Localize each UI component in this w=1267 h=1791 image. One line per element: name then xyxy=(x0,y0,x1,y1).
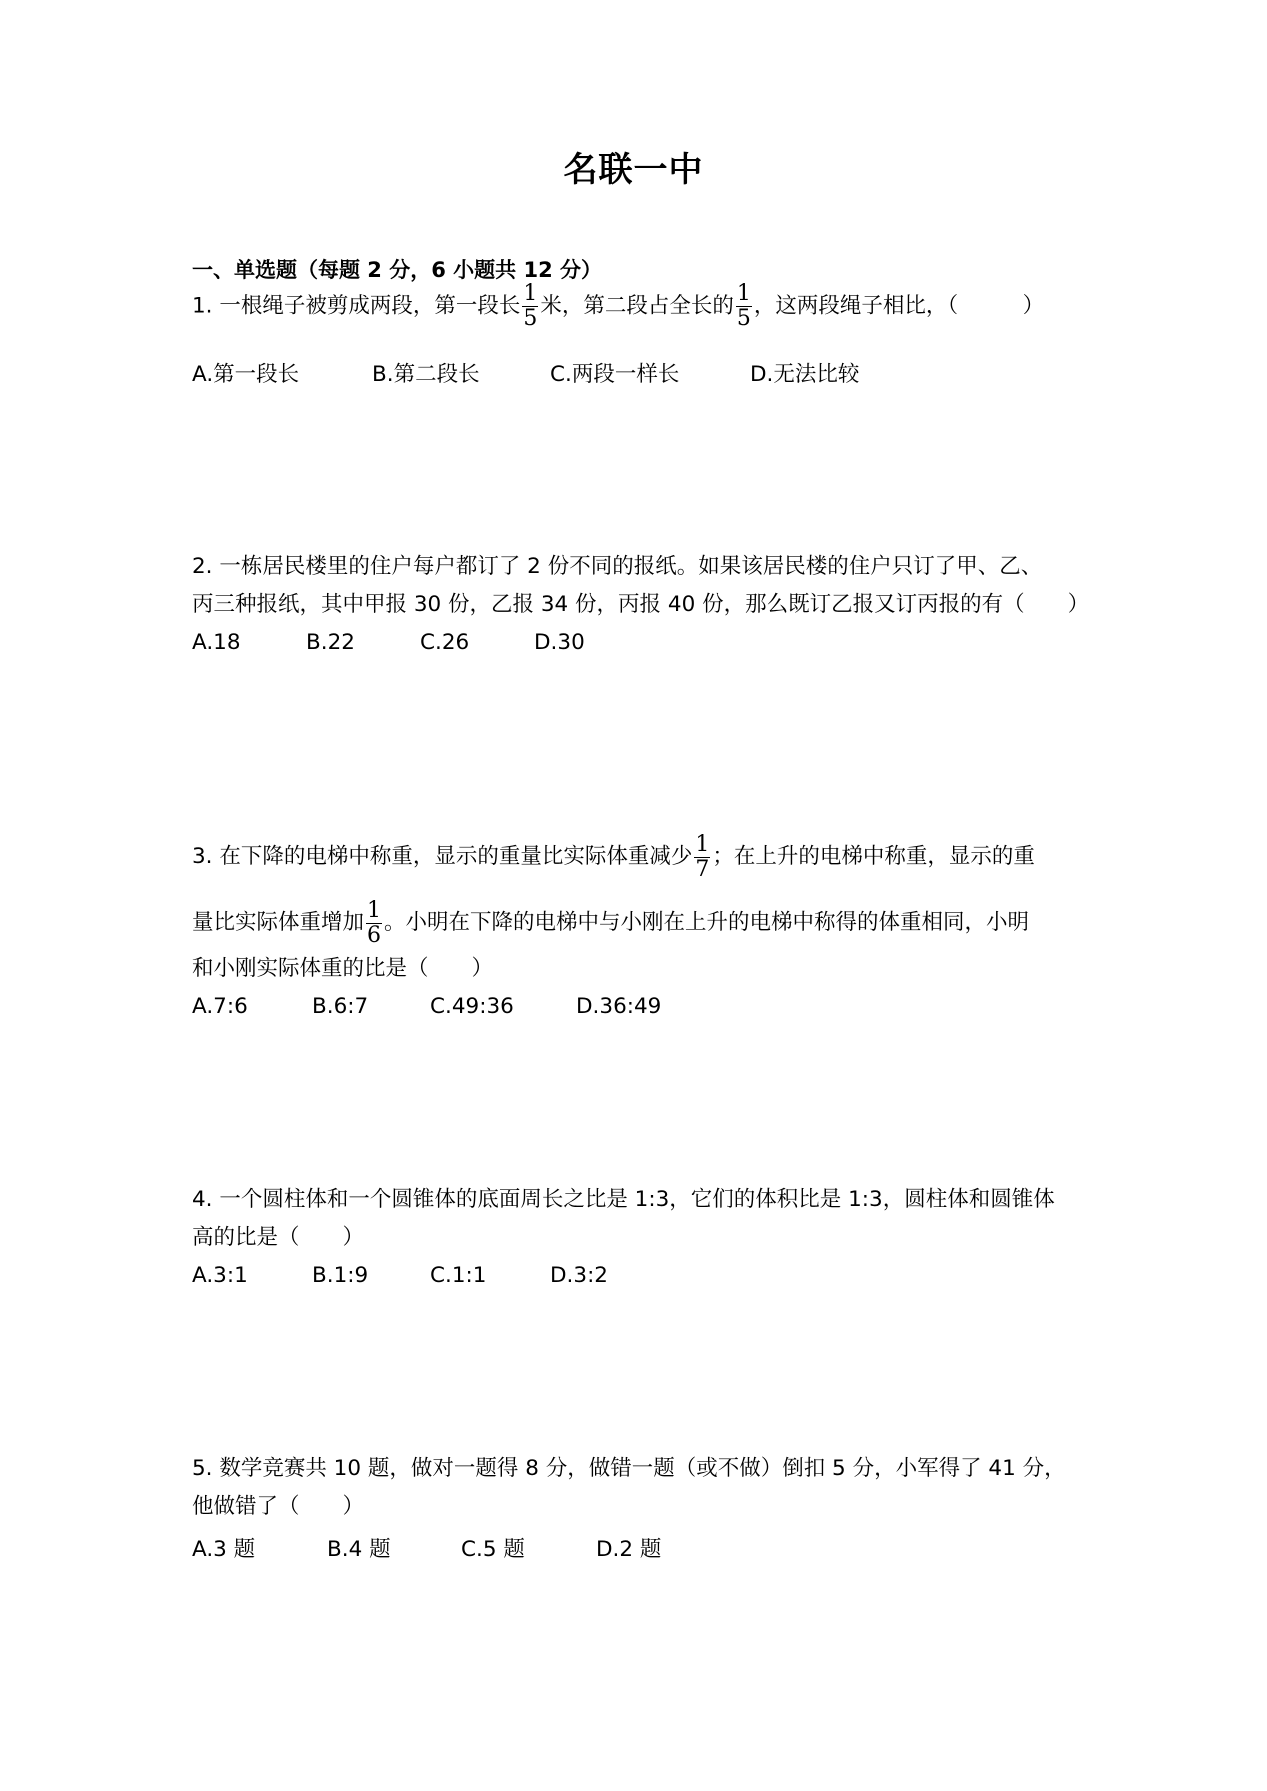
question-1-options xyxy=(192,357,859,388)
option-a[interactable]: A.7:6 xyxy=(192,994,248,1019)
question-5-options xyxy=(192,1532,661,1563)
question-1 xyxy=(192,282,1077,331)
question-1-text-a: 1. 一根绳子被剪成两段，第一段长 xyxy=(192,293,521,319)
question-3-line-1: 3. 在下降的电梯中称重，显示的重量比实际体重减少 $\frac{1}{7}$ ；在上升的电梯中称重，显示的重 xyxy=(192,831,1035,882)
fraction-one-fifth: $\frac{1}{5}$ xyxy=(523,281,538,331)
option-d[interactable]: D.无法比较 xyxy=(750,362,860,387)
question-2 xyxy=(192,548,1090,624)
question-3-line-2: 量比实际体重增加 $\frac{1}{6}$ 。小明在下降的电梯中与小刚在上升的电梯中称得的体重相同，小明 xyxy=(192,897,1030,948)
option-b[interactable]: B.6:7 xyxy=(312,994,369,1019)
page-title: 名联一中 xyxy=(563,150,704,190)
question-2-line-2: 丙三种报纸，其中甲报 30 份，乙报 34 份，丙报 40 份，那么既订乙报又订丙报的有（ ） xyxy=(192,592,1090,617)
option-b[interactable]: B.第二段长 xyxy=(372,362,480,387)
question-5-line-2: 他做错了（ ） xyxy=(192,1494,365,1519)
question-4 xyxy=(192,1181,1077,1257)
option-a[interactable]: A.3 题 xyxy=(192,1537,256,1562)
option-c[interactable]: C.两段一样长 xyxy=(550,362,680,387)
question-2-options xyxy=(192,630,585,655)
question-5-line-1: 5. 数学竞赛共 10 题，做对一题得 8 分，做错一题（或不做）倒扣 5 分，小军得了 41 分， xyxy=(192,1456,1066,1481)
option-d[interactable]: D.30 xyxy=(534,630,585,655)
question-5 xyxy=(192,1450,1077,1526)
option-c[interactable]: C.49:36 xyxy=(430,994,514,1019)
option-c[interactable]: C.26 xyxy=(420,630,470,655)
option-d[interactable]: D.36:49 xyxy=(576,994,662,1019)
option-b[interactable]: B.1:9 xyxy=(312,1263,369,1288)
question-3-line-3: 和小刚实际体重的比是（ ） xyxy=(192,956,494,981)
section-heading: 一、单选题（每题 2 分，6 小题共 12 分） xyxy=(192,258,603,282)
question-3 xyxy=(192,824,1077,988)
question-4-line-1: 4. 一个圆柱体和一个圆锥体的底面周长之比是 1:3，它们的体积比是 1:3，圆柱体和圆锥体 xyxy=(192,1187,1055,1212)
option-b[interactable]: B.22 xyxy=(306,630,355,655)
option-a[interactable]: A.3:1 xyxy=(192,1263,248,1288)
question-2-line-1: 2. 一栋居民楼里的住户每户都订了 2 份不同的报纸。如果该居民楼的住户只订了甲、乙、 xyxy=(192,554,1043,579)
question-1-text-c: ，这两段绳子相比，（ ） xyxy=(753,293,1045,319)
option-d[interactable]: D.3:2 xyxy=(550,1263,608,1288)
question-3-options xyxy=(192,994,661,1019)
option-a[interactable]: A.第一段长 xyxy=(192,362,300,387)
fraction-one-seventh: $\frac{1}{7}$ xyxy=(695,831,710,882)
question-4-options xyxy=(192,1263,608,1288)
question-1-text-b: 米，第二段占全长的 xyxy=(540,293,734,319)
fraction-one-fifth: $\frac{1}{5}$ xyxy=(736,281,751,331)
fraction-one-sixth: $\frac{1}{6}$ xyxy=(367,897,382,948)
question-4-line-2: 高的比是（ ） xyxy=(192,1225,365,1250)
option-b[interactable]: B.4 题 xyxy=(327,1537,391,1562)
option-d[interactable]: D.2 题 xyxy=(596,1537,662,1562)
option-a[interactable]: A.18 xyxy=(192,630,241,655)
option-c[interactable]: C.5 题 xyxy=(461,1537,525,1562)
option-c[interactable]: C.1:1 xyxy=(430,1263,487,1288)
